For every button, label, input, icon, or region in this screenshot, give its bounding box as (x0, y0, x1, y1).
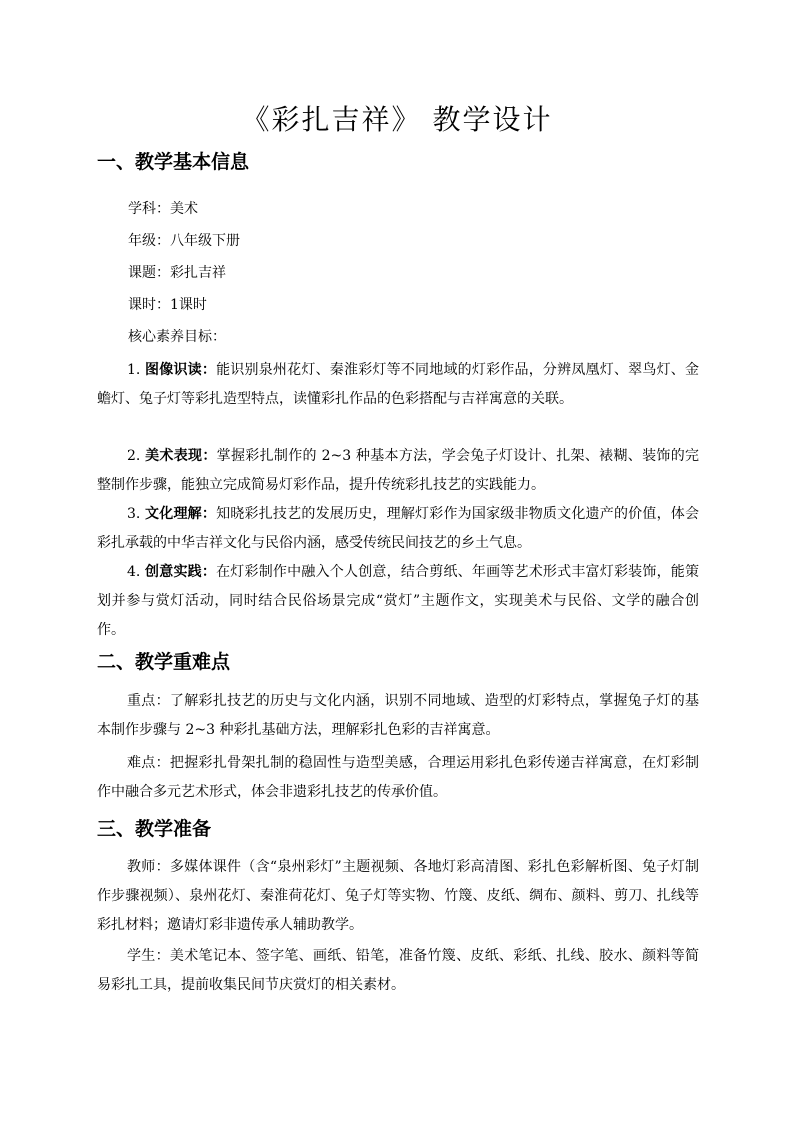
goals-label: 核心素养目标： (128, 329, 226, 345)
grade-line: 年级：八年级下册 (128, 233, 240, 249)
goal-lead: 文化理解： (145, 506, 217, 522)
goal-text: 知晓彩扎技艺的发展历史，理解灯彩作为国家级非物质文化遗产的价值，体会彩扎承载的中华吉祥文化与民俗内涵，感受传统民间技艺的乡土气息。 (97, 506, 700, 551)
goal-lead: 图像识读： (145, 362, 217, 378)
goal-text: 在灯彩制作中融入个人创意，结合剪纸、年画等艺术形式丰富灯彩装饰，能策划并参与赏灯活动，同时结合民俗场景完成“赏灯”主题作文，实现美术与民俗、文学的融合创作。 (97, 564, 700, 638)
student-preparation-paragraph: 学生：美术笔记本、签字笔、画纸、铅笔，准备竹篾、皮纸、彩纸、扎线、胶水、颜料等简易彩扎工具，提前收集民间节庆赏灯的相关素材。 (97, 948, 699, 993)
teacher-preparation-paragraph: 教师：多媒体课件（含“泉州彩灯”主题视频、各地灯彩高清图、彩扎色彩解析图、兔子灯制作步骤视频）、泉州花灯、秦淮荷花灯、兔子灯等实物、竹篾、皮纸、绸布、颜料、剪刀、扎线等彩扎材料；邀请灯彩非遗传承人辅助教学。 (97, 859, 699, 933)
goal-number: 3. (127, 506, 146, 522)
hours-line: 课时：1课时 (128, 297, 207, 313)
goal-number: 1. (127, 362, 146, 378)
subject-line: 学科：美术 (128, 201, 198, 217)
goal-lead: 创意实践： (145, 564, 217, 580)
goal-item (97, 558, 699, 645)
goal-item (97, 500, 699, 558)
section-heading-basic-info: 一、教学基本信息 (97, 151, 250, 173)
section-heading-key-points: 二、教学重难点 (97, 651, 231, 673)
section-heading-preparation: 三、教学准备 (97, 818, 212, 840)
goal-text: 掌握彩扎制作的 2~3 种基本方法，学会兔子灯设计、扎架、裱糊、装饰的完整制作步骤，能独立完成简易灯彩作品，提升传统彩扎技艺的实践能力。 (97, 448, 699, 493)
goal-item (97, 442, 699, 500)
key-point-paragraph: 重点：了解彩扎技艺的历史与文化内涵，识别不同地域、造型的灯彩特点，掌握兔子灯的基本制作步骤与 2~3 种彩扎基础方法，理解彩扎色彩的吉祥寓意。 (97, 693, 699, 738)
difficult-point-paragraph: 难点：把握彩扎骨架扎制的稳固性与造型美感，合理运用彩扎色彩传递吉祥寓意，在灯彩制作中融合多元艺术形式，体会非遗彩扎技艺的传承价值。 (97, 755, 699, 800)
topic-line: 课题：彩扎吉祥 (128, 265, 226, 281)
goal-number: 4. (127, 564, 146, 580)
goal-lead: 美术表现： (145, 448, 217, 464)
goal-number: 2. (127, 448, 146, 464)
document-title: 《彩扎吉祥》 教学设计 (241, 103, 553, 136)
goal-item (97, 356, 699, 414)
goal-text: 能识别泉州花灯、秦淮彩灯等不同地域的灯彩作品，分辨凤凰灯、翠鸟灯、金蟾灯、兔子灯等彩扎造型特点，读懂彩扎作品的色彩搭配与吉祥寓意的关联。 (97, 362, 700, 407)
